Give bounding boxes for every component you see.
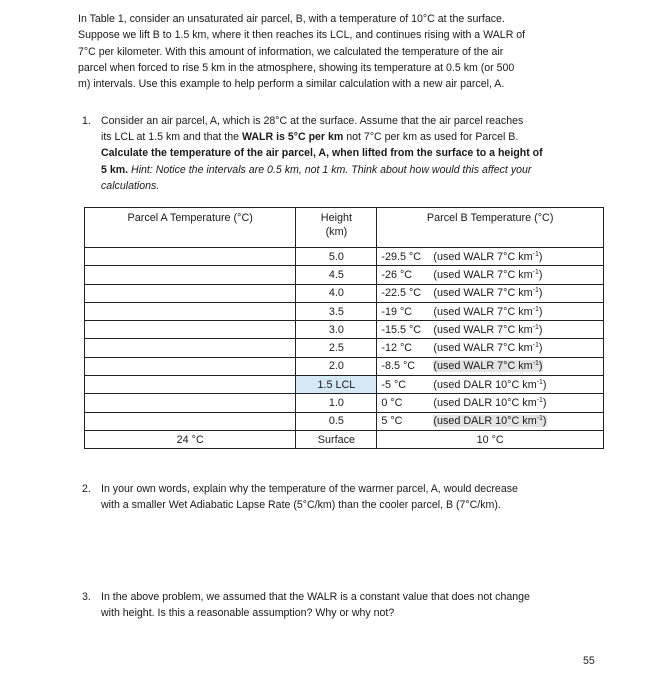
question-line <box>101 129 612 145</box>
paren: ) <box>538 268 543 281</box>
task-instruction: 5 km. <box>101 163 129 176</box>
question-2-text <box>101 481 612 513</box>
table-row <box>85 339 604 357</box>
height-cell-surface: Surface <box>296 430 377 448</box>
parcel-b-value: 5 °C <box>381 415 403 428</box>
hint-text: calculations. <box>101 179 160 192</box>
parcel-b-cell <box>377 376 604 394</box>
parcel-b-note: (used DALR 10°C km <box>433 397 537 410</box>
parcel-b-value: -12 °C <box>381 342 413 355</box>
parcel-a-cell[interactable] <box>85 376 296 394</box>
parcel-b-value: -8.5 °C <box>381 360 416 373</box>
table-row <box>85 284 604 302</box>
paren: ) <box>542 415 547 428</box>
parcel-b-note: (used DALR 10°C km <box>433 378 537 391</box>
table-header-row <box>85 208 604 248</box>
parcel-b-cell <box>377 357 604 375</box>
question-3 <box>82 589 612 621</box>
height-cell: 3.5 <box>296 302 377 320</box>
parcel-a-cell[interactable] <box>85 412 296 430</box>
exponent: -1 <box>532 250 539 258</box>
intro-line: parcel when forced to rise 5 km in the atmosphere, showing its temperature at 0.5 km (or 500 <box>78 61 515 74</box>
question-1-text <box>101 113 612 194</box>
text-run: not 7°C per km as used for Parcel B. <box>343 131 519 144</box>
question-number: 1. <box>82 115 91 127</box>
table-row <box>85 321 604 339</box>
parcel-b-note: (used WALR 7°C km <box>433 305 533 318</box>
question-line: In the above problem, we assumed that the WALR is a constant value that does not change <box>101 591 530 603</box>
parcel-a-cell[interactable] <box>85 394 296 412</box>
parcel-a-cell[interactable] <box>85 321 296 339</box>
header-height-line: Height <box>320 212 352 224</box>
paren: ) <box>538 360 543 373</box>
table-row-surface <box>85 430 604 448</box>
parcel-a-cell[interactable] <box>85 339 296 357</box>
parcel-b-note: (used WALR 7°C km <box>433 323 533 336</box>
exponent: -1 <box>536 415 543 423</box>
text-run: its LCL at 1.5 km and that the <box>101 131 242 144</box>
height-cell-lcl: 1.5 LCL <box>296 376 377 394</box>
table-row <box>85 266 604 284</box>
intro-line: Suppose we lift B to 1.5 km, where it then reaches its LCL, and continues rising with a WALR of <box>78 29 526 42</box>
temperature-table <box>84 207 604 449</box>
parcel-a-surface-cell[interactable]: 24 °C <box>85 430 296 448</box>
parcel-a-cell[interactable] <box>85 266 296 284</box>
parcel-b-note: (used WALR 7°C km <box>433 360 533 373</box>
parcel-b-note: (used WALR 7°C km <box>433 250 533 263</box>
parcel-b-note: (used DALR 10°C km <box>433 415 537 428</box>
parcel-b-value: -19 °C <box>381 305 413 318</box>
page-number: 55 <box>583 655 595 667</box>
parcel-b-value: -22.5 °C <box>381 287 422 300</box>
height-cell: 5.0 <box>296 248 377 266</box>
height-cell: 2.0 <box>296 357 377 375</box>
paren: ) <box>538 323 543 336</box>
parcel-b-note: (used WALR 7°C km <box>433 287 533 300</box>
walr-emphasis: WALR is 5°C per km <box>241 131 344 144</box>
exponent: -1 <box>532 342 539 350</box>
parcel-a-cell[interactable] <box>85 302 296 320</box>
exponent: -1 <box>532 287 539 295</box>
header-parcel-a: Parcel A Temperature (°C) <box>85 208 296 248</box>
parcel-b-surface-cell: 10 °C <box>377 430 604 448</box>
question-number: 2. <box>82 483 91 495</box>
height-cell: 1.0 <box>296 394 377 412</box>
parcel-b-value: -15.5 °C <box>381 323 422 336</box>
parcel-b-cell <box>377 339 604 357</box>
table-row <box>85 302 604 320</box>
height-cell: 4.0 <box>296 284 377 302</box>
parcel-b-cell <box>377 302 604 320</box>
height-cell: 4.5 <box>296 266 377 284</box>
parcel-b-value: 0 °C <box>381 397 403 410</box>
exponent: -1 <box>532 323 539 331</box>
question-line <box>101 162 612 178</box>
header-height <box>296 208 377 248</box>
table-row <box>85 357 604 375</box>
paren: ) <box>542 397 547 410</box>
parcel-b-cell <box>377 284 604 302</box>
intro-paragraph <box>78 11 612 92</box>
intro-line: 7°C per kilometer. With this amount of information, we calculated the temperature of the air <box>78 45 504 58</box>
question-line: In your own words, explain why the temperature of the warmer parcel, A, would decrease <box>101 483 518 495</box>
paren: ) <box>538 250 543 263</box>
parcel-b-cell <box>377 266 604 284</box>
exponent: -1 <box>532 360 539 368</box>
height-cell: 2.5 <box>296 339 377 357</box>
exponent: -1 <box>532 268 539 276</box>
height-cell: 3.0 <box>296 321 377 339</box>
parcel-b-value: -26 °C <box>381 268 413 281</box>
header-parcel-b: Parcel B Temperature (°C) <box>377 208 604 248</box>
question-line: with a smaller Wet Adiabatic Lapse Rate (5°C/km) than the cooler parcel, B (7°C/km). <box>101 499 501 512</box>
table-row-lcl <box>85 376 604 394</box>
parcel-a-cell[interactable] <box>85 357 296 375</box>
parcel-b-note: (used WALR 7°C km <box>433 342 533 355</box>
question-number: 3. <box>82 591 91 603</box>
parcel-b-cell <box>377 321 604 339</box>
question-2 <box>82 481 612 513</box>
parcel-b-cell <box>377 394 604 412</box>
parcel-b-note: (used WALR 7°C km <box>433 268 533 281</box>
parcel-b-note-highlighted <box>433 415 546 427</box>
question-line: with height. Is this a reasonable assumption? Why or why not? <box>101 607 395 620</box>
question-1 <box>82 113 612 194</box>
parcel-a-cell[interactable] <box>85 284 296 302</box>
paren: ) <box>542 378 547 391</box>
table-row <box>85 394 604 412</box>
exponent: -1 <box>536 378 543 386</box>
exponent: -1 <box>536 397 543 405</box>
table-row <box>85 412 604 430</box>
paren: ) <box>538 287 543 300</box>
header-height-line: (km) <box>325 226 348 238</box>
parcel-b-note-highlighted <box>433 360 542 372</box>
hint-text: Hint: Notice the intervals are 0.5 km, not 1 km. Think about how would this affect your <box>128 163 532 176</box>
table-row <box>85 248 604 266</box>
parcel-b-cell <box>377 412 604 430</box>
intro-line: In Table 1, consider an unsaturated air parcel, B, with a temperature of 10°C at the surface. <box>78 13 505 25</box>
exponent: -1 <box>532 305 539 313</box>
height-cell: 0.5 <box>296 412 377 430</box>
question-3-text <box>101 589 612 621</box>
parcel-b-value: -29.5 °C <box>381 250 422 263</box>
paren: ) <box>538 342 543 355</box>
parcel-b-value: -5 °C <box>381 378 407 391</box>
parcel-a-cell[interactable] <box>85 248 296 266</box>
paren: ) <box>538 305 543 318</box>
parcel-b-cell <box>377 248 604 266</box>
intro-line: m) intervals. Use this example to help perform a similar calculation with a new air parcel, A. <box>78 78 505 91</box>
task-instruction: Calculate the temperature of the air parcel, A, when lifted from the surface to a height of <box>101 147 543 160</box>
question-line: Consider an air parcel, A, which is 28°C at the surface. Assume that the air parcel reaches <box>101 115 524 127</box>
